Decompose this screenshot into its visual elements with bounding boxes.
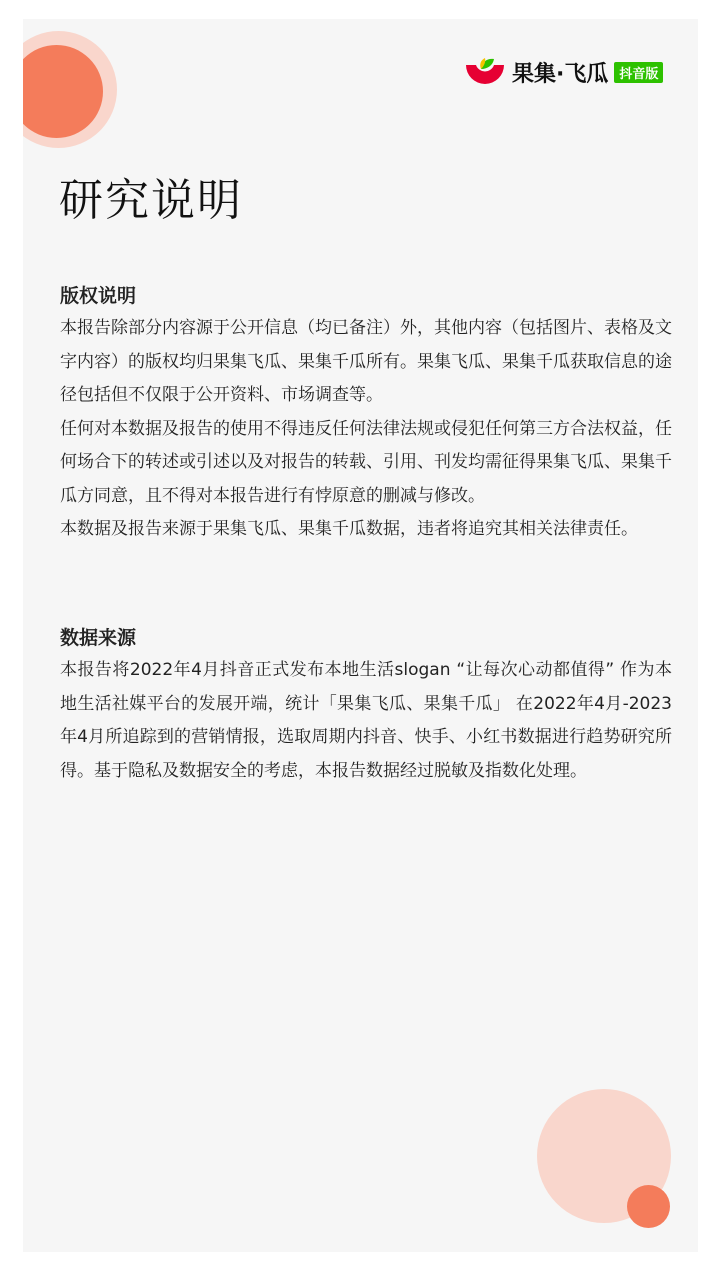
data-source-heading: 数据来源: [60, 627, 137, 649]
brand-name: 果集·飞瓜: [512, 61, 609, 87]
page-title: 研究说明: [59, 175, 243, 226]
decor-circle-bottom-right: [627, 1185, 670, 1228]
copyright-heading: 版权说明: [60, 285, 137, 307]
copyright-paragraph-3: 本数据及报告来源于果集飞瓜、果集千瓜数据，违者将追究其相关法律责任。: [60, 519, 638, 539]
data-source-section: [60, 623, 672, 788]
brand-tag-badge: 抖音版: [614, 62, 663, 83]
copyright-paragraph-2: 任何对本数据及报告的使用不得违反任何法律法规或侵犯任何第三方合法权益，任何场合下的转述或引述以及对报告的转载、引用、刊发均需征得果集飞瓜、果集千瓜方同意，且不得对本报告进行有悖原意的删减与修改。: [60, 418, 672, 506]
report-page: [23, 19, 698, 1252]
copyright-section: [60, 281, 672, 547]
brand-logo: [464, 55, 663, 89]
data-source-paragraph: 本报告将2022年4月抖音正式发布本地生活slogan “让每次心动都值得” 作为本地生活社媒平台的发展开端，统计「果集飞瓜、果集千瓜」 在2022年4月-2023年4月所追踪到的营销情报，选取周期内抖音、快手、小红书数据进行趋势研究所得。基于隐私及数据安全的考虑，本报告数据经过脱敏及指数化处理。: [60, 660, 672, 781]
copyright-paragraph-1: 本报告除部分内容源于公开信息（均已备注）外，其他内容（包括图片、表格及文字内容）的版权均归果集飞瓜、果集千瓜所有。果集飞瓜、果集千瓜获取信息的途径包括但不仅限于公开资料、市场调查等。: [60, 318, 672, 405]
guoji-logo-icon: [464, 55, 506, 89]
